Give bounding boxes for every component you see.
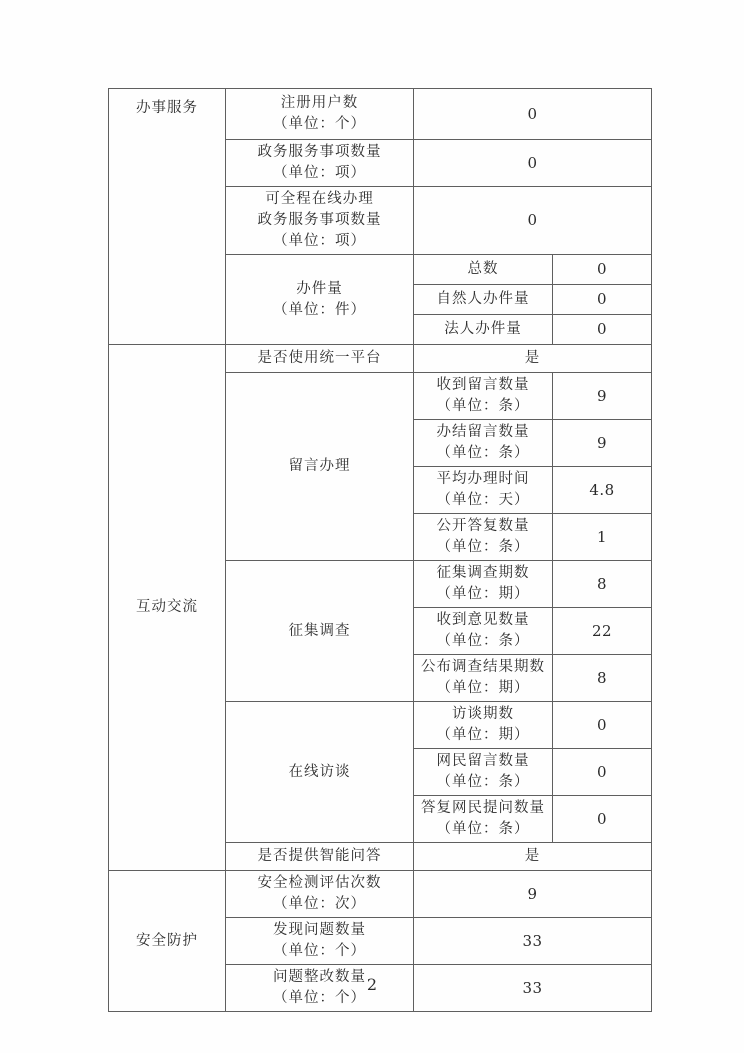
metric-label-cell (226, 187, 414, 255)
metric-label: 可全程在线办理 (265, 191, 374, 207)
sub-metric-label: 网民留言数量 (436, 753, 530, 769)
sub-metric-value: 9 (553, 420, 652, 467)
sub-metric-label-cell (414, 608, 553, 655)
sub-metric-unit: （单位：条） (436, 633, 530, 649)
metric-unit: （单位：个） (273, 943, 366, 959)
sub-metric-label-cell (414, 514, 553, 561)
sub-metric-label-cell (414, 373, 553, 420)
section-category (109, 345, 226, 871)
metric-value: 33 (414, 965, 652, 1012)
section-category-label: 互动交流 (136, 599, 198, 615)
sub-metric-value: 0 (553, 702, 652, 749)
metric-label: 政务服务事项数量 (257, 144, 382, 160)
sub-metric-unit: （单位：天） (436, 492, 530, 508)
sub-metric-value: 0 (553, 749, 652, 796)
sub-metric-value: 8 (553, 561, 652, 608)
sub-metric-label-cell (414, 749, 553, 796)
metric-label: 注册用户数 (280, 95, 359, 111)
sub-metric-label-cell (414, 561, 553, 608)
metric-label-cell (226, 918, 414, 965)
sub-metric-label-cell (414, 420, 553, 467)
sub-metric-label: 法人办件量 (414, 315, 553, 345)
page-number: 2 (366, 975, 378, 994)
sub-metric-label: 办结留言数量 (436, 424, 530, 440)
metric-label: 发现问题数量 (273, 922, 366, 938)
metric-group-label: 办件量 (296, 280, 343, 297)
sub-metric-unit: （单位：期） (436, 586, 530, 602)
sub-metric-label: 平均办理时间 (436, 471, 530, 487)
sub-metric-label: 收到留言数量 (436, 377, 530, 393)
metric-value: 9 (414, 871, 652, 918)
statistics-table (108, 88, 652, 1012)
metric-label-cell (226, 871, 414, 918)
metric-label: 是否提供智能问答 (226, 843, 414, 871)
metric-unit: （单位：个） (273, 990, 366, 1006)
metric-group-unit: （单位：件） (273, 301, 366, 318)
metric-unit: （单位：项） (273, 233, 366, 249)
sub-metric-value: 0 (553, 315, 652, 345)
sub-metric-label: 征集调查期数 (436, 565, 530, 581)
metric-label: 安全检测评估次数 (257, 875, 382, 891)
metric-group-label-cell (226, 255, 414, 345)
sub-metric-value: 22 (553, 608, 652, 655)
metric-value: 0 (414, 140, 652, 187)
section-category-label: 办事服务 (136, 100, 198, 116)
sub-metric-label-cell (414, 702, 553, 749)
metric-label-cell (226, 140, 414, 187)
sub-metric-label: 收到意见数量 (436, 612, 530, 628)
metric-value: 33 (414, 918, 652, 965)
sub-metric-unit: （单位：条） (436, 445, 530, 461)
metric-label: 问题整改数量 (273, 969, 366, 985)
metric-label: 政务服务事项数量 (257, 212, 382, 228)
sub-metric-label: 访谈期数 (452, 706, 514, 722)
metric-label-cell (226, 89, 414, 140)
sub-metric-label: 公布调查结果期数 (421, 659, 545, 675)
metric-value: 是 (414, 345, 652, 373)
sub-metric-unit: （单位：条） (436, 539, 530, 555)
sub-metric-label: 总数 (414, 255, 553, 285)
sub-metric-label: 自然人办件量 (414, 285, 553, 315)
metric-value: 0 (414, 187, 652, 255)
sub-metric-value: 8 (553, 655, 652, 702)
sub-metric-label: 公开答复数量 (436, 518, 530, 534)
sub-metric-unit: （单位：条） (436, 398, 530, 414)
sub-metric-unit: （单位：条） (436, 821, 530, 837)
metric-unit: （单位：个） (273, 116, 366, 132)
sub-metric-unit: （单位：条） (436, 774, 530, 790)
sub-metric-label-cell (414, 467, 553, 514)
metric-group-label: 征集调查 (226, 561, 414, 702)
metric-unit: （单位：项） (273, 165, 366, 181)
metric-group-label: 在线访谈 (226, 702, 414, 843)
metric-group-label: 留言办理 (226, 373, 414, 561)
sub-metric-value: 4.8 (553, 467, 652, 514)
metric-unit: （单位：次） (273, 896, 366, 912)
sub-metric-label-cell (414, 655, 553, 702)
sub-metric-value: 1 (553, 514, 652, 561)
sub-metric-value: 0 (553, 285, 652, 315)
metric-label: 是否使用统一平台 (226, 345, 414, 373)
metric-value: 是 (414, 843, 652, 871)
sub-metric-value: 9 (553, 373, 652, 420)
sub-metric-label: 答复网民提问数量 (421, 800, 545, 816)
sub-metric-unit: （单位：期） (436, 680, 530, 696)
sub-metric-label-cell (414, 796, 553, 843)
sub-metric-unit: （单位：期） (436, 727, 530, 743)
section-category-label: 安全防护 (136, 932, 198, 949)
metric-value: 0 (414, 89, 652, 140)
section-category (109, 89, 226, 345)
sub-metric-value: 0 (553, 796, 652, 843)
sub-metric-value: 0 (553, 255, 652, 285)
